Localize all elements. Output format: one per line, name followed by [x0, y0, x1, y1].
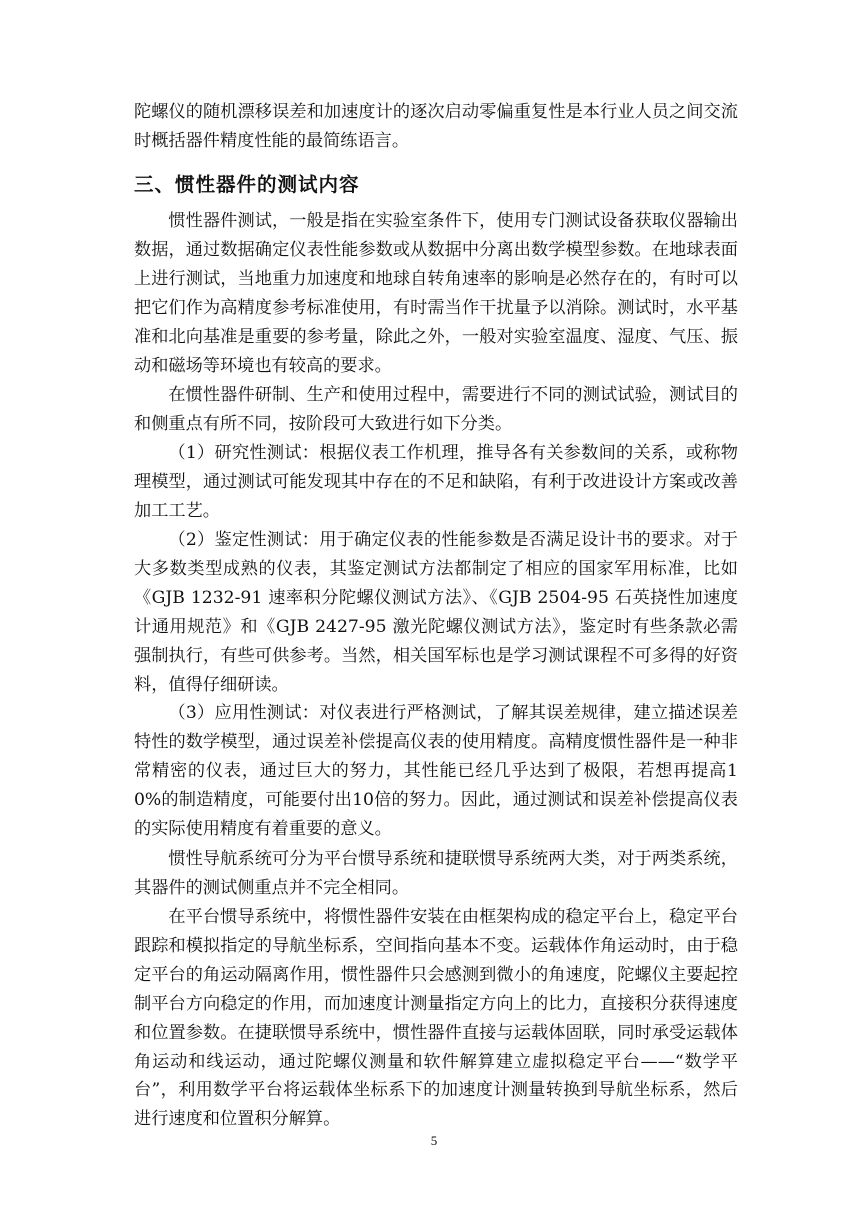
intro-paragraph: 陀螺仪的随机漂移误差和加速度计的逐次启动零偏重复性是本行业人员之间交流时概括器件精度性能的最简练语言。 — [134, 102, 738, 151]
body-paragraph: 在平台惯导系统中，将惯性器件安装在由框架构成的稳定平台上，稳定平台跟踪和模拟指定的导航坐标系，空间指向基本不变。运载体作角运动时，由于稳定平台的角运动隔离作用，惯性器件只会感测到微小的角速度，陀螺仪主要起控制平台方向稳定的作用，而加速度计测量指定方向上的比力，直接积分获得速度和位置参数。在捷联惯导系统中，惯性器件直接与运载体固联，同时承受运载体角运动和线运动，通过陀螺仪测量和软件解算建立虚拟稳定平台——“数学平台”，利用数学平台将运载体坐标系下的加速度计测量转换到导航坐标系，然后进行速度和位置积分解算。 — [134, 907, 738, 1130]
list-item-application-test: （3）应用性测试：对仪表进行严格测试，了解其误差规律，建立描述误差特性的数学模型，通过误差补偿提高仪表的使用精度。高精度惯性器件是一种非常精密的仪表，通过巨大的努力，其性能已经几乎达到了极限，若想再提高10%的制造精度，可能要付出10倍的努力。因此，通过测试和误差补偿提高仪表的实际使用精度有着重要的意义。 — [134, 703, 738, 839]
section-heading: 三、惯性器件的测试内容 — [134, 173, 360, 196]
page-number: 5 — [430, 1133, 438, 1148]
body-paragraph: 惯性导航系统可分为平台惯导系统和捷联惯导系统两大类，对于两类系统，其器件的测试侧重点并不完全相同。 — [134, 849, 738, 898]
body-paragraph: 惯性器件测试，一般是指在实验室条件下，使用专门测试设备获取仪器输出数据，通过数据确定仪表性能参数或从数据中分离出数学模型参数。在地球表面上进行测试，当地重力加速度和地球自转角速率的影响是必然存在的，有时可以把它们作为高精度参考标准使用，有时需当作干扰量予以消除。测试时，水平基准和北向基准是重要的参考量，除此之外，一般对实验室温度、湿度、气压、振动和磁场等环境也有较高的要求。 — [134, 211, 738, 376]
list-item-research-test: （1）研究性测试：根据仪表工作机理，推导各有关参数间的关系，或称物理模型，通过测试可能发现其中存在的不足和缺陷，有利于改进设计方案或改善加工工艺。 — [134, 443, 738, 521]
list-item-qualification-test: （2）鉴定性测试：用于确定仪表的性能参数是否满足设计书的要求。对于大多数类型成熟的仪表，其鉴定测试方法都制定了相应的国家军用标准，比如《GJB 1232-91 速率积分陀螺仪测试方法》、《GJB 2504-95 石英挠性加速度计通用规范》和《GJB 2427-95 激光陀螺仪测试方法》，鉴定时有些条款必需强制执行，有些可供参考。当然，相关国军标也是学习测试课程不可多得的好资料，值得仔细研读。 — [134, 530, 738, 695]
body-paragraph: 在惯性器件研制、生产和使用过程中，需要进行不同的测试试验，测试目的和侧重点有所不同，按阶段可大致进行如下分类。 — [134, 385, 738, 434]
